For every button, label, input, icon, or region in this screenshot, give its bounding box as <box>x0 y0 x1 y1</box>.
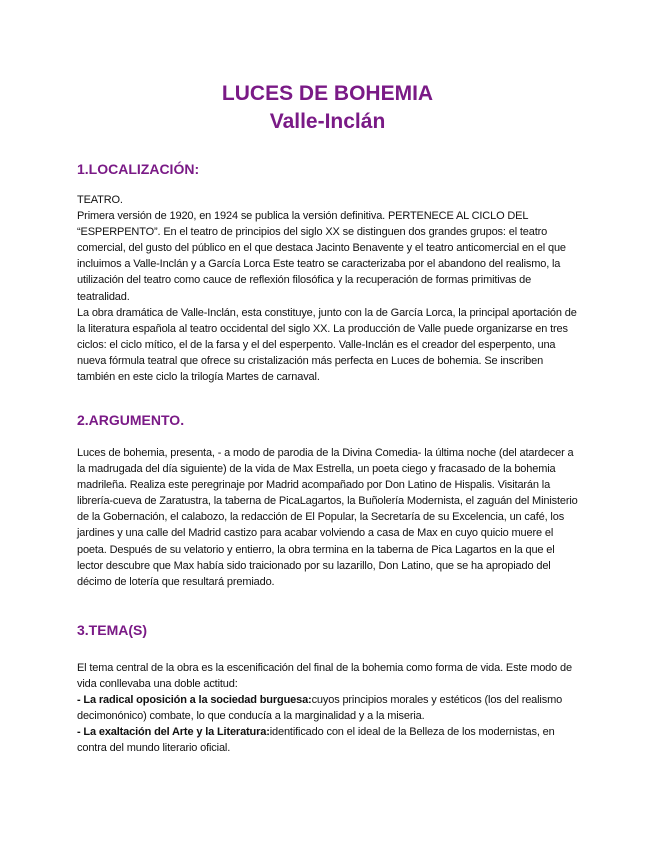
bullet-text: cuyos principios morales y estéticos (los del realismo decimonónico) combate, lo que conducía a la marginalidad y a la miseria. <box>77 694 563 723</box>
title-block <box>0 80 655 136</box>
section-heading-localizacion: 1.LOCALIZACIÓN: <box>77 161 200 177</box>
bullet-label: - La exaltación del Arte y la Literatura: <box>77 726 270 739</box>
paragraph: Primera versión de 1920, en 1924 se publica la versión definitiva. PERTENECE AL CICLO DEL “ESPERPENTO”. En el teatro de principios del siglo XX se distinguen dos grandes grupos: el teatro comercial, del gusto del público en el que destaca Jacinto Benavente y el teatro anticomercial en el que incluimos a Valle-Inclán y a García Lorca Este teatro se caracterizaba por el abandono del realismo, la utilización del teatro como cauce de reflexión filosófica y la recuperación de formas primitivas de teatralidad. <box>77 210 566 303</box>
list-item <box>77 692 580 724</box>
paragraph: Luces de bohemia, presenta, - a modo de parodia de la Divina Comedia- la última noche (del atardecer a la madrugada del día siguiente) de la vida de Max Estrella, un poeta ciego y fracasado de la bohemia madrileña. Realiza este peregrinaje por Madrid acompañado por Don Latino de Hispalis. Visitarán la librería-cueva de Zaratustra, la taberna de PicaLagartos, la Buñolería Modernista, el zaguán del Ministerio de la Gobernación, el calabozo, la redacción de El Popular, la Secretaría de su Excelencia, un café, los jardines y una calle del Madrid castizo para acabar volviendo a casa de Max en cuyo quicio muere el poeta. Después de su velatorio y entierro, la obra termina en la taberna de Pica Lagartos en la que el lector descubre que Max había sido traicionado por su lazarillo, Don Latino, que se ha apropiado del décimo de lotería que resultará premiado. <box>77 447 578 588</box>
document-title: LUCES DE BOHEMIA <box>221 82 434 105</box>
paragraph: La obra dramática de Valle-Inclán, esta constituye, junto con la de García Lorca, la principal aportación de la literatura española al teatro occidental del siglo XX. La producción de Valle puede organizarse en tres ciclos: el ciclo mítico, el de la farsa y el del esperpento. Valle-Inclán es el creador del esperpento, una nueva fórmula teatral que ofrece su cristalización más perfecta en Luces de bohemia. Se inscriben también en este ciclo la trilogía Martes de carnaval. <box>77 306 577 384</box>
paragraph: El tema central de la obra es la escenificación del final de la bohemia como forma de vida. Este modo de vida conllevaba una doble actitud: <box>77 662 572 691</box>
bullet-text: identificado con el ideal de la Belleza de los modernistas, en contra del mundo literario oficial. <box>77 726 555 755</box>
document-author: Valle-Inclán <box>269 110 386 133</box>
list-item <box>77 724 580 756</box>
section-heading-argumento: 2.ARGUMENTO. <box>77 412 185 428</box>
section-body-temas <box>77 660 580 757</box>
section-body-localizacion <box>77 192 580 385</box>
section-body-argumento <box>77 445 580 590</box>
section-heading-temas: 3.TEMA(S) <box>77 622 147 638</box>
bullet-label: - La radical oposición a la sociedad burguesa: <box>77 694 312 707</box>
paragraph: TEATRO. <box>77 194 123 206</box>
